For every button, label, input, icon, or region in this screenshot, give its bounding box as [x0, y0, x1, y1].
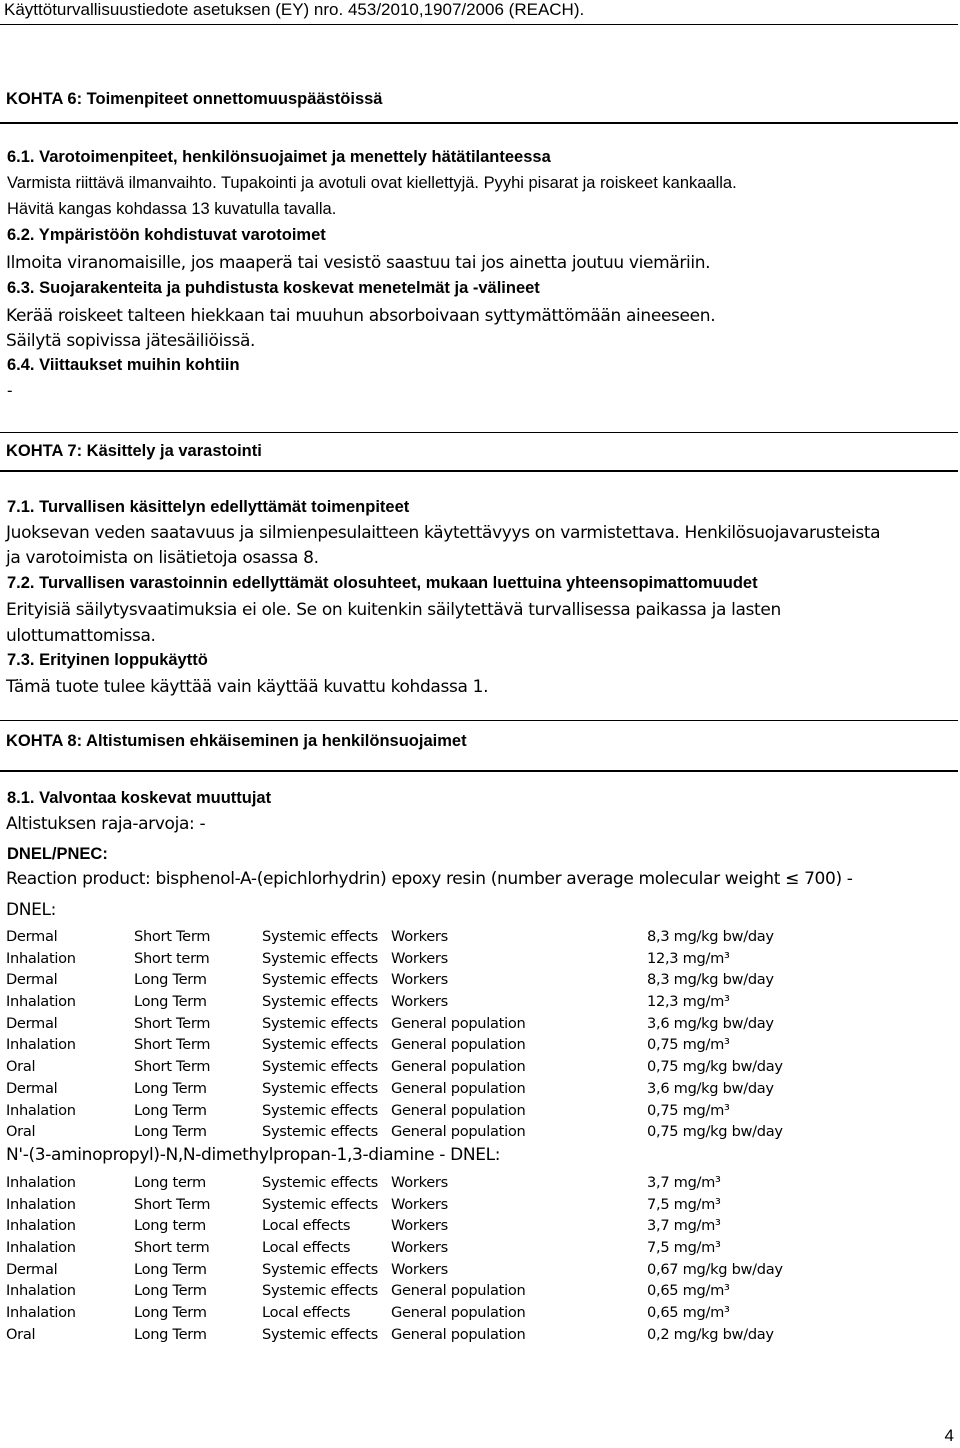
table-row	[6, 993, 906, 1015]
section-6-2-title: 6.2. Ympäristöön kohdistuvat varotoimet	[7, 226, 326, 244]
substance-1-name-suffix: 700) -	[804, 869, 853, 889]
substance-1-name	[6, 869, 853, 889]
cell-population: Workers	[391, 1239, 448, 1257]
table-row	[6, 1080, 906, 1102]
cell-effect: Systemic effects	[262, 1260, 378, 1278]
cell-value: 3,6 mg/kg bw/day	[647, 1014, 774, 1032]
cell-effect: Systemic effects	[262, 1036, 378, 1054]
cell-route: Inhalation	[6, 1036, 76, 1054]
section-6-3-line1: Kerää roiskeet talteen hiekkaan tai muuhun absorboivaan syttymättömään aineeseen.	[6, 306, 716, 326]
cell-value: 8,3 mg/kg bw/day	[647, 928, 774, 945]
section-8-title: KOHTA 8: Altistumisen ehkäiseminen ja henkilönsuojaimet	[6, 732, 467, 750]
cell-value: 7,5 mg/m³	[647, 1195, 721, 1213]
cell-route: Inhalation	[6, 1239, 76, 1257]
section-6-3-line2: Säilytä sopivissa jätesäiliöissä.	[6, 331, 256, 351]
cell-duration: Short Term	[134, 928, 211, 945]
section-6-divider	[0, 122, 958, 124]
table-row	[6, 1174, 906, 1196]
substance-1-dnel-label: DNEL:	[6, 900, 56, 920]
table-row	[6, 1239, 906, 1261]
section-7-1-title: 7.1. Turvallisen käsittelyn edellyttämät toimenpiteet	[7, 498, 410, 516]
cell-duration: Short Term	[134, 1195, 211, 1213]
table-row	[6, 1304, 906, 1326]
section-6-title: KOHTA 6: Toimenpiteet onnettomuuspäästöissä	[6, 90, 383, 108]
cell-value: 0,75 mg/kg bw/day	[647, 1058, 783, 1076]
table-row	[6, 1217, 906, 1239]
cell-value: 0,67 mg/kg bw/day	[647, 1260, 783, 1278]
cell-value: 12,3 mg/m³	[647, 993, 730, 1011]
cell-value: 3,7 mg/m³	[647, 1174, 721, 1191]
cell-route: Inhalation	[6, 1174, 76, 1191]
section-7-3-title: 7.3. Erityinen loppukäyttö	[7, 651, 208, 669]
cell-population: Workers	[391, 1260, 448, 1278]
cell-effect: Systemic effects	[262, 1058, 378, 1076]
cell-effect: Systemic effects	[262, 1282, 378, 1300]
dnel-table-1	[6, 928, 906, 1145]
section-8-divider-top	[0, 720, 958, 721]
substance-2-name: N'-(3-aminopropyl)-N,N-dimethylpropan-1,3-diamine - DNEL:	[6, 1145, 501, 1165]
section-6-4-text: -	[7, 382, 13, 400]
cell-route: Dermal	[6, 971, 58, 989]
cell-population: Workers	[391, 1217, 448, 1235]
section-7-divider-top	[0, 432, 958, 433]
dnel-pnec-label: DNEL/PNEC:	[7, 845, 108, 863]
cell-effect: Systemic effects	[262, 993, 378, 1011]
cell-value: 0,65 mg/m³	[647, 1282, 730, 1300]
cell-effect: Systemic effects	[262, 1014, 378, 1032]
header-divider	[0, 24, 958, 25]
cell-population: General population	[391, 1282, 526, 1300]
table-row	[6, 1282, 906, 1304]
cell-route: Inhalation	[6, 1282, 76, 1300]
cell-value: 12,3 mg/m³	[647, 949, 730, 967]
cell-duration: Long Term	[134, 1123, 207, 1141]
section-6-2-text: Ilmoita viranomaisille, jos maaperä tai vesistö saastuu tai jos ainetta joutuu viemäriin.	[6, 253, 711, 273]
cell-population: General population	[391, 1079, 526, 1097]
cell-effect: Systemic effects	[262, 928, 378, 945]
cell-population: Workers	[391, 949, 448, 967]
cell-effect: Systemic effects	[262, 1325, 378, 1343]
dnel-table-2	[6, 1174, 906, 1348]
table-row	[6, 950, 906, 972]
exposure-limits: Altistuksen raja-arvoja: -	[6, 814, 206, 834]
section-6-1-line1: Varmista riittävä ilmanvaihto. Tupakointi ja avotuli ovat kiellettyjä. Pyyhi pisarat ja roiskeet kankaalla.	[7, 174, 737, 192]
cell-route: Oral	[6, 1058, 36, 1076]
section-6-1-title: 6.1. Varotoimenpiteet, henkilönsuojaimet ja menettely hätätilanteessa	[7, 148, 551, 166]
cell-effect: Local effects	[262, 1239, 351, 1257]
table-row	[6, 1196, 906, 1218]
table-row	[6, 1123, 906, 1145]
table-row	[6, 1058, 906, 1080]
cell-duration: Short Term	[134, 1036, 211, 1054]
cell-duration: Short term	[134, 949, 210, 967]
substance-1-name-main: Reaction product: bisphenol-A-(epichlorhydrin) epoxy resin (number average molecular weight	[6, 869, 781, 889]
cell-route: Inhalation	[6, 1304, 76, 1322]
cell-duration: Long term	[134, 1174, 206, 1191]
cell-route: Inhalation	[6, 993, 76, 1011]
cell-population: General population	[391, 1123, 526, 1141]
cell-value: 8,3 mg/kg bw/day	[647, 971, 774, 989]
table-row	[6, 1326, 906, 1348]
cell-value: 3,7 mg/m³	[647, 1217, 721, 1235]
cell-duration: Long Term	[134, 993, 207, 1011]
section-7-title: KOHTA 7: Käsittely ja varastointi	[6, 442, 262, 460]
cell-value: 0,2 mg/kg bw/day	[647, 1325, 774, 1343]
cell-duration: Short Term	[134, 1014, 211, 1032]
cell-duration: Long Term	[134, 1325, 207, 1343]
cell-effect: Systemic effects	[262, 949, 378, 967]
cell-effect: Systemic effects	[262, 1123, 378, 1141]
table-row	[6, 928, 906, 950]
document-header: Käyttöturvallisuustiedote asetuksen (EY) nro. 453/2010,1907/2006 (REACH).	[4, 0, 585, 19]
cell-population: General population	[391, 1101, 526, 1119]
cell-route: Inhalation	[6, 1101, 76, 1119]
cell-route: Dermal	[6, 1079, 58, 1097]
cell-route: Inhalation	[6, 1195, 76, 1213]
cell-duration: Long Term	[134, 971, 207, 989]
less-equal-symbol: ≤	[785, 869, 799, 889]
section-7-3-text: Tämä tuote tulee käyttää vain käyttää kuvattu kohdassa 1.	[6, 677, 489, 697]
cell-population: Workers	[391, 971, 448, 989]
table-row	[6, 1261, 906, 1283]
cell-duration: Long term	[134, 1217, 206, 1235]
cell-population: Workers	[391, 1174, 448, 1191]
cell-value: 0,75 mg/m³	[647, 1036, 730, 1054]
cell-route: Inhalation	[6, 1217, 76, 1235]
cell-effect: Local effects	[262, 1304, 351, 1322]
cell-route: Oral	[6, 1123, 36, 1141]
cell-effect: Local effects	[262, 1217, 351, 1235]
section-6-1-line2: Hävitä kangas kohdassa 13 kuvatulla tavalla.	[7, 200, 337, 218]
cell-duration: Long Term	[134, 1304, 207, 1322]
cell-population: General population	[391, 1325, 526, 1343]
cell-duration: Long Term	[134, 1282, 207, 1300]
cell-route: Inhalation	[6, 949, 76, 967]
section-7-1-line1: Juoksevan veden saatavuus ja silmienpesulaitteen käytettävyys on varmistettava. Henkilösuojavarusteista	[6, 523, 881, 543]
table-row	[6, 1015, 906, 1037]
cell-population: Workers	[391, 928, 448, 945]
cell-duration: Short term	[134, 1239, 210, 1257]
cell-route: Oral	[6, 1325, 36, 1343]
cell-value: 0,75 mg/kg bw/day	[647, 1123, 783, 1141]
cell-value: 0,65 mg/m³	[647, 1304, 730, 1322]
table-row	[6, 1102, 906, 1124]
section-7-2-line1: Erityisiä säilytysvaatimuksia ei ole. Se on kuitenkin säilytettävä turvallisessa paikassa ja lasten	[6, 600, 781, 620]
cell-value: 7,5 mg/m³	[647, 1239, 721, 1257]
cell-population: General population	[391, 1036, 526, 1054]
section-7-divider	[0, 470, 958, 472]
cell-population: General population	[391, 1014, 526, 1032]
page-number: 4	[944, 1426, 954, 1445]
section-8-1-title: 8.1. Valvontaa koskevat muuttujat	[7, 789, 272, 807]
cell-effect: Systemic effects	[262, 1101, 378, 1119]
cell-effect: Systemic effects	[262, 1079, 378, 1097]
section-7-2-title: 7.2. Turvallisen varastoinnin edellyttämät olosuhteet, mukaan luettuina yhteensopimattomuudet	[7, 574, 758, 592]
cell-effect: Systemic effects	[262, 1174, 378, 1191]
cell-value: 3,6 mg/kg bw/day	[647, 1079, 774, 1097]
cell-route: Dermal	[6, 1014, 58, 1032]
cell-population: General population	[391, 1058, 526, 1076]
cell-duration: Short Term	[134, 1058, 211, 1076]
section-7-1-line2: ja varotoimista on lisätietoja osassa 8.	[6, 548, 319, 568]
cell-duration: Long Term	[134, 1101, 207, 1119]
cell-effect: Systemic effects	[262, 971, 378, 989]
section-6-3-title: 6.3. Suojarakenteita ja puhdistusta koskevat menetelmät ja -välineet	[7, 279, 540, 297]
section-8-divider	[0, 770, 958, 772]
section-7-2-line2: ulottumattomissa.	[6, 626, 156, 646]
table-row	[6, 1036, 906, 1058]
cell-effect: Systemic effects	[262, 1195, 378, 1213]
cell-route: Dermal	[6, 1260, 58, 1278]
cell-population: Workers	[391, 993, 448, 1011]
cell-duration: Long Term	[134, 1079, 207, 1097]
section-6-4-title: 6.4. Viittaukset muihin kohtiin	[7, 356, 240, 374]
cell-route: Dermal	[6, 928, 58, 945]
cell-population: Workers	[391, 1195, 448, 1213]
cell-value: 0,75 mg/m³	[647, 1101, 730, 1119]
cell-population: General population	[391, 1304, 526, 1322]
table-row	[6, 971, 906, 993]
cell-duration: Long Term	[134, 1260, 207, 1278]
